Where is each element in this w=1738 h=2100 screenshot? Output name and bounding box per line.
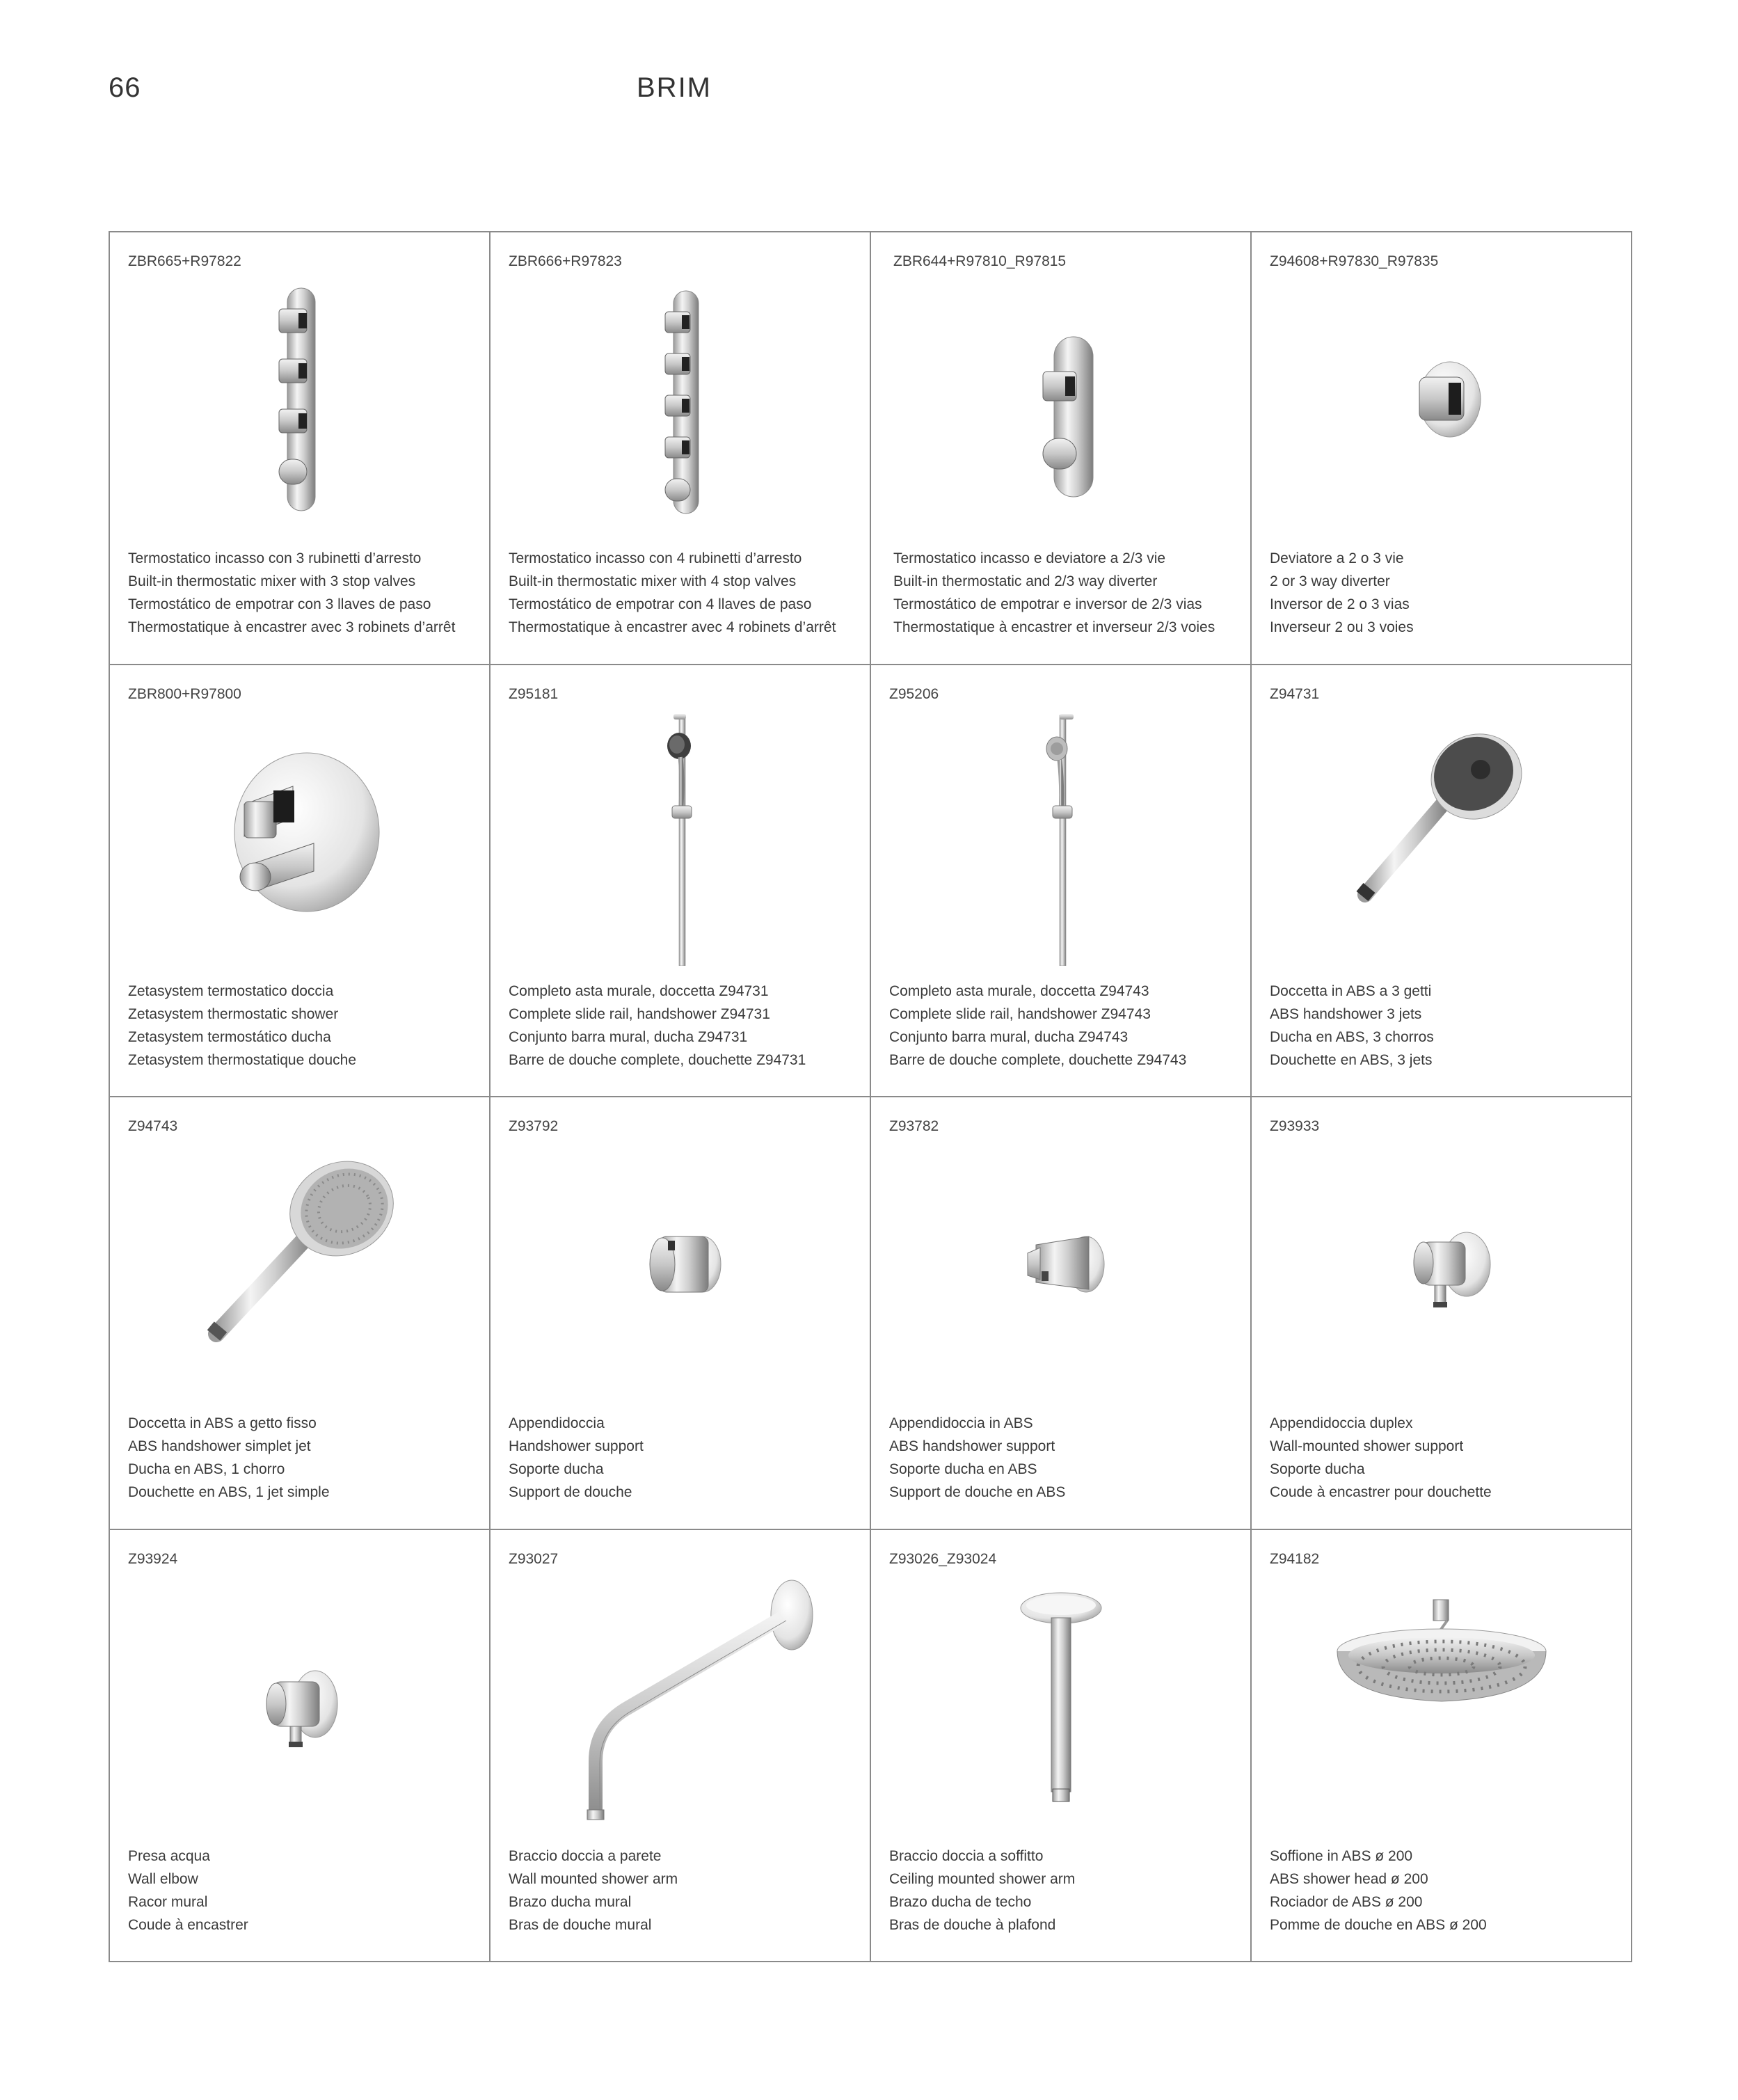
duplex-support-icon <box>1252 1146 1631 1383</box>
product-card <box>110 232 491 665</box>
product-description: Appendidoccia duplex Wall-mounted shower support Soporte ducha Coude à encastrer pour douchette <box>1270 1415 1492 1500</box>
ceiling-shower-arm-icon <box>871 1573 1250 1831</box>
product-code: Z93027 <box>509 1550 559 1567</box>
product-description: Zetasystem termostatico doccia Zetasystem thermostatic shower Zetasystem termostático ducha Zetasystem thermostatique douche <box>128 983 357 1068</box>
product-code: Z94731 <box>1270 685 1320 702</box>
product-card <box>491 1530 871 1963</box>
product-description: Completo asta murale, doccetta Z94743 Complete slide rail, handshower Z94743 Conjunto barra mural, ducha Z94743 Barre de douche complete, douchette Z94743 <box>889 983 1187 1068</box>
product-card <box>1252 232 1632 665</box>
abs-handshower-support-icon <box>871 1146 1250 1383</box>
product-code: Z93026_Z93024 <box>889 1550 997 1567</box>
product-description: Braccio doccia a parete Wall mounted shower arm Brazo ducha mural Bras de douche mural <box>509 1847 678 1933</box>
slide-rail-icon <box>491 708 870 966</box>
product-description: Doccetta in ABS a getto fisso ABS handshower simplet jet Ducha en ABS, 1 chorro Douchette en ABS, 1 jet simple <box>128 1415 330 1500</box>
product-card <box>871 1097 1252 1530</box>
series-title: BRIM <box>637 72 712 103</box>
product-code: Z93782 <box>889 1118 939 1134</box>
product-card <box>871 1530 1252 1963</box>
product-card <box>1252 665 1632 1098</box>
product-description: Deviatore a 2 o 3 vie 2 or 3 way diverter Inversor de 2 o 3 vias Inverseur 2 ou 3 voies <box>1270 550 1414 635</box>
product-card <box>110 1530 491 1963</box>
product-description: Presa acqua Wall elbow Racor mural Coude à encastrer <box>128 1847 248 1933</box>
product-code: ZBR800+R97800 <box>128 685 241 702</box>
product-code: Z93792 <box>509 1118 559 1134</box>
product-grid <box>109 231 1632 1962</box>
slide-rail-icon <box>871 708 1250 966</box>
product-code: Z93924 <box>128 1550 178 1567</box>
thermostatic-diverter-icon <box>871 281 1250 518</box>
product-description: Appendidoccia in ABS ABS handshower support Soporte ducha en ABS Support de douche en ABS <box>889 1415 1066 1500</box>
product-card <box>871 232 1252 665</box>
product-description: Doccetta in ABS a 3 getti ABS handshower 3 jets Ducha en ABS, 3 chorros Douchette en ABS, 3 jets <box>1270 983 1434 1068</box>
product-code: Z94182 <box>1270 1550 1320 1567</box>
product-card <box>491 232 871 665</box>
shower-head-icon <box>1252 1579 1631 1815</box>
product-code: Z95181 <box>509 685 559 702</box>
handshower-3-jets-icon <box>1252 714 1631 950</box>
thermostatic-mixer-3-stop-icon <box>110 281 489 518</box>
product-code: Z93933 <box>1270 1118 1320 1134</box>
product-description: Completo asta murale, doccetta Z94731 Complete slide rail, handshower Z94731 Conjunto barra mural, ducha Z94731 Barre de douche complete, douchette Z94731 <box>509 983 806 1068</box>
product-card <box>1252 1530 1632 1963</box>
zetasystem-thermostat-icon <box>110 714 489 950</box>
handshower-support-icon <box>491 1146 870 1383</box>
product-card <box>491 1097 871 1530</box>
product-card <box>110 1097 491 1530</box>
product-description: Braccio doccia a soffitto Ceiling mounted shower arm Brazo ducha de techo Bras de douche à plafond <box>889 1847 1076 1933</box>
diverter-icon <box>1252 281 1631 518</box>
product-card <box>1252 1097 1632 1530</box>
product-description: Termostatico incasso con 4 rubinetti d’arresto Built-in thermostatic mixer with 4 stop valves Termostático de empotrar con 4 llaves de paso Thermostatique à encastrer avec 4 robinets d’arrêt <box>509 550 836 635</box>
thermostatic-mixer-4-stop-icon <box>491 281 870 518</box>
product-description: Termostatico incasso con 3 rubinetti d’arresto Built-in thermostatic mixer with 3 stop valves Termostático de empotrar con 3 llaves de paso Thermostatique à encastrer avec 3 robinets d’arrêt <box>128 550 456 635</box>
product-code: Z94743 <box>128 1118 178 1134</box>
wall-elbow-icon <box>110 1579 489 1815</box>
product-code: ZBR666+R97823 <box>509 253 622 269</box>
product-card <box>491 665 871 1098</box>
product-code: ZBR665+R97822 <box>128 253 241 269</box>
product-code: Z95206 <box>889 685 939 702</box>
product-description: Appendidoccia Handshower support Soporte ducha Support de douche <box>509 1415 644 1500</box>
product-card <box>110 665 491 1098</box>
product-description: Termostatico incasso e deviatore a 2/3 vie Built-in thermostatic and 2/3 way diverter Termostático de empotrar e inversor de 2/3 vias Thermostatique à encastrer et inverseur 2/3 voies <box>893 550 1215 635</box>
wall-shower-arm-icon <box>491 1573 870 1831</box>
handshower-simplet-icon <box>110 1146 489 1383</box>
product-description: Soffione in ABS ø 200 ABS shower head ø 200 Rociador de ABS ø 200 Pomme de douche en ABS ø 200 <box>1270 1847 1487 1933</box>
product-code: ZBR644+R97810_R97815 <box>893 253 1067 269</box>
product-card <box>871 665 1252 1098</box>
page-number: 66 <box>109 72 141 103</box>
product-code: Z94608+R97830_R97835 <box>1270 253 1439 269</box>
